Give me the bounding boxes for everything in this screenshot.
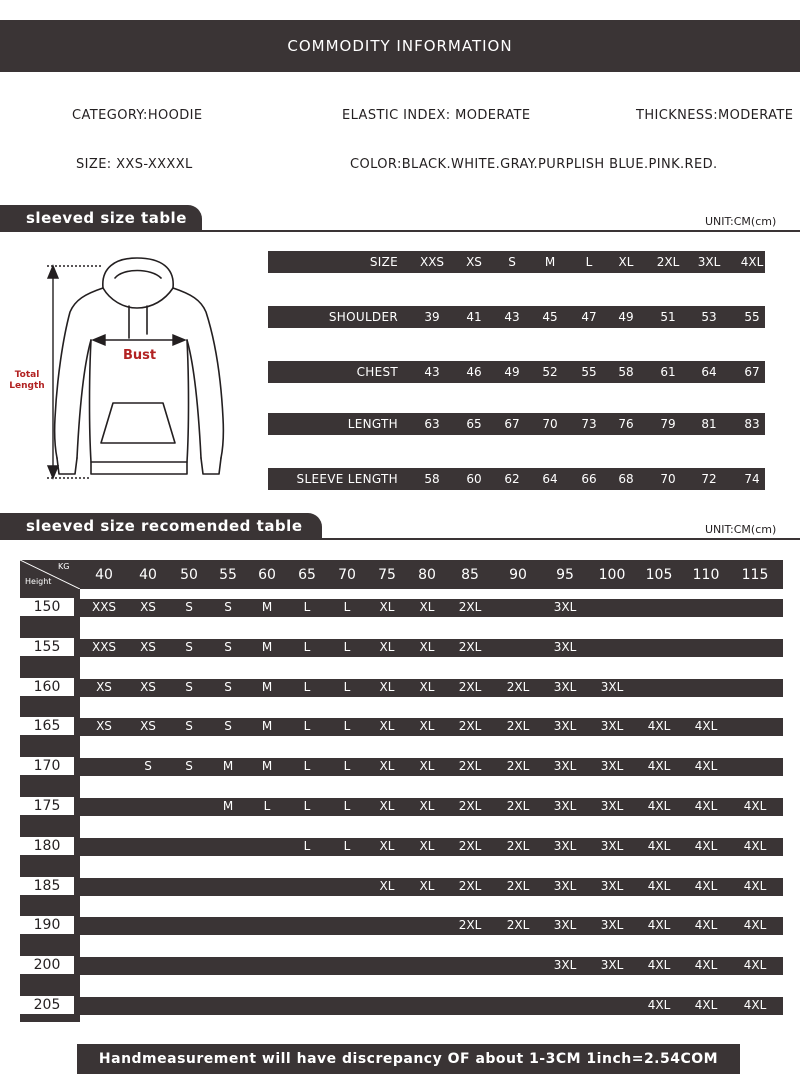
recommended-size-cell: 4XL — [647, 719, 671, 734]
recommended-size-cell: 3XL — [553, 600, 577, 614]
recommended-size-cell: M — [261, 679, 273, 694]
size-row-cell: 72 — [701, 472, 717, 486]
recommended-size-cell: XL — [419, 759, 435, 774]
size-table-row — [268, 306, 765, 328]
height-label-cell: 170 — [20, 757, 74, 775]
section-divider — [0, 230, 800, 232]
height-label-cell: 165 — [20, 717, 74, 735]
height-label-cell: 185 — [20, 877, 74, 895]
recommended-size-cell: 3XL — [553, 679, 577, 694]
recommended-size-cell: XL — [419, 600, 435, 614]
size-row-cell: L — [585, 255, 593, 269]
recommended-size-cell: 3XL — [600, 759, 624, 774]
recommended-size-cell: S — [185, 679, 193, 694]
size-row-cell: 58 — [618, 365, 634, 379]
size-row-cell: 3XL — [697, 255, 721, 269]
height-column-bg — [20, 560, 80, 1022]
recommended-size-cell: 3XL — [553, 799, 577, 813]
size-row-cell: 67 — [504, 417, 520, 431]
recommended-size-cell: S — [224, 679, 232, 694]
weight-header-cell: 115 — [741, 567, 769, 583]
recommended-size-cell: 2XL — [458, 878, 482, 893]
recommended-size-cell: 2XL — [458, 679, 482, 694]
recommended-size-cell: 4XL — [743, 958, 767, 973]
page-title: COMMODITY INFORMATION — [287, 37, 513, 55]
size-row-label: SLEEVE LENGTH — [296, 472, 398, 486]
recommended-size-cell: 2XL — [506, 878, 530, 893]
recommended-size-cell: 4XL — [694, 719, 718, 734]
weight-header-cell: 80 — [418, 567, 436, 583]
info-size: SIZE: XXS-XXXXL — [76, 157, 193, 172]
recommended-size-cell: XS — [96, 679, 112, 694]
size-row-cell: 52 — [542, 365, 558, 379]
recommended-size-cell: XS — [140, 719, 156, 734]
recommended-size-cell: 2XL — [458, 799, 482, 813]
recommended-size-cell: 4XL — [647, 998, 671, 1012]
recommended-size-cell: L — [343, 759, 351, 774]
recommended-size-cell: S — [185, 759, 193, 774]
recommended-size-cell: 3XL — [553, 759, 577, 774]
weight-header-cell: 50 — [180, 567, 198, 583]
recommended-size-cell: XS — [140, 639, 156, 654]
recommended-size-cell: 2XL — [506, 719, 530, 734]
size-row-cell: 63 — [424, 417, 440, 431]
recommended-size-cell: 4XL — [647, 918, 671, 933]
recommended-size-cell: 3XL — [600, 719, 624, 734]
recommended-size-cell: 3XL — [600, 958, 624, 973]
recommended-size-cell: 3XL — [553, 918, 577, 933]
weight-header-cell: 110 — [692, 567, 720, 583]
recommended-size-cell: 3XL — [600, 799, 624, 813]
size-row-cell: 62 — [504, 472, 520, 486]
recommended-row-bar — [80, 957, 783, 975]
recommended-size-cell: XL — [379, 799, 395, 813]
recommended-size-cell: XL — [379, 679, 395, 694]
weight-header-cell: 40 — [139, 567, 157, 583]
weight-header-cell: 105 — [645, 567, 673, 583]
size-row-cell: M — [544, 255, 556, 269]
recommended-size-cell: 4XL — [694, 759, 718, 774]
recommended-size-cell: M — [261, 600, 273, 614]
recommended-size-cell: S — [185, 719, 193, 734]
recommended-size-cell: 2XL — [458, 600, 482, 614]
size-row-cell: 53 — [701, 310, 717, 324]
size-row-cell: 79 — [660, 417, 676, 431]
size-row-cell: 76 — [618, 417, 634, 431]
recommended-size-cell: 2XL — [506, 679, 530, 694]
size-row-cell: 41 — [466, 310, 482, 324]
info-color: COLOR:BLACK.WHITE.GRAY.PURPLISH BLUE.PINK.RED. — [350, 157, 718, 172]
size-row-cell: 83 — [744, 417, 760, 431]
size-row-cell: 65 — [466, 417, 482, 431]
weight-header-cell: 55 — [219, 567, 237, 583]
size-row-cell: S — [508, 255, 516, 269]
recommended-size-cell: 4XL — [743, 918, 767, 933]
recommended-size-cell: XL — [419, 878, 435, 893]
info-thickness: THICKNESS:MODERATE — [636, 108, 794, 123]
recommended-size-cell: 4XL — [743, 799, 767, 813]
recommended-size-cell: 4XL — [743, 878, 767, 893]
size-row-cell: 51 — [660, 310, 676, 324]
recommended-size-cell: XL — [419, 838, 435, 853]
size-table-row — [268, 251, 765, 273]
weight-header-cell: 95 — [556, 567, 574, 583]
recommended-size-cell: S — [224, 719, 232, 734]
recommended-size-cell: 3XL — [553, 639, 577, 654]
recommended-size-cell: XL — [379, 759, 395, 774]
recommended-size-cell: 3XL — [553, 838, 577, 853]
size-row-cell: 55 — [744, 310, 760, 324]
recommended-size-cell: S — [185, 639, 193, 654]
height-label-cell: 160 — [20, 678, 74, 696]
weight-header-cell: 65 — [298, 567, 316, 583]
recommended-size-cell: 3XL — [553, 878, 577, 893]
size-table-unit: UNIT:CM(cm) — [705, 215, 777, 228]
size-row-cell: 60 — [466, 472, 482, 486]
size-row-cell: 67 — [744, 365, 760, 379]
kg-label: KG — [58, 562, 70, 571]
recommended-size-cell: M — [261, 719, 273, 734]
recommended-size-cell: L — [303, 799, 311, 813]
size-row-cell: XS — [466, 255, 482, 269]
recommended-size-cell: 4XL — [743, 838, 767, 853]
size-row-cell: 45 — [542, 310, 558, 324]
size-row-cell: 64 — [701, 365, 717, 379]
recommended-size-cell: 4XL — [647, 838, 671, 853]
recommended-size-cell: S — [144, 759, 152, 774]
recommended-size-cell: L — [343, 639, 351, 654]
size-table-row — [268, 468, 765, 490]
size-row-cell: 70 — [660, 472, 676, 486]
size-row-cell: 4XL — [740, 255, 764, 269]
size-table-row — [268, 413, 765, 435]
height-label-cell: 175 — [20, 797, 74, 815]
recommended-size-cell: XL — [379, 639, 395, 654]
recommended-size-cell: XL — [419, 719, 435, 734]
recommended-row-bar — [80, 917, 783, 935]
size-row-cell: XXS — [419, 255, 445, 269]
recommended-row-bar — [80, 997, 783, 1015]
size-table-row — [268, 361, 765, 383]
info-elastic-index: ELASTIC INDEX: MODERATE — [342, 108, 531, 123]
recommended-size-cell: XL — [379, 838, 395, 853]
recommended-size-cell: L — [343, 679, 351, 694]
size-row-cell: 61 — [660, 365, 676, 379]
hoodie-diagram — [5, 248, 250, 488]
recommended-size-cell: L — [343, 838, 351, 853]
info-category: CATEGORY:HOODIE — [72, 108, 203, 123]
recommended-size-cell: L — [303, 838, 311, 853]
size-row-cell: 58 — [424, 472, 440, 486]
recommended-size-cell: 2XL — [458, 918, 482, 933]
recommended-size-cell: 3XL — [600, 838, 624, 853]
recommended-size-cell: M — [222, 759, 234, 774]
size-row-label: SIZE — [369, 255, 398, 269]
recommended-size-cell: L — [343, 600, 351, 614]
recommended-size-cell: L — [343, 719, 351, 734]
size-row-cell: 2XL — [656, 255, 680, 269]
size-row-cell: 81 — [701, 417, 717, 431]
recommended-table-section-title: sleeved size recomended table — [26, 517, 303, 535]
size-row-cell: 73 — [581, 417, 597, 431]
recommended-size-cell: 4XL — [647, 878, 671, 893]
weight-header-cell: 70 — [338, 567, 356, 583]
recommended-size-cell: 4XL — [647, 799, 671, 813]
recommended-size-cell: L — [303, 759, 311, 774]
weight-header-cell: 40 — [95, 567, 113, 583]
recommended-size-cell: 2XL — [458, 759, 482, 774]
size-row-cell: 43 — [504, 310, 520, 324]
size-row-cell: 49 — [504, 365, 520, 379]
recommended-size-cell: S — [224, 639, 232, 654]
section-divider — [0, 538, 800, 540]
recommended-size-cell: 3XL — [553, 958, 577, 973]
recommended-size-cell: L — [303, 719, 311, 734]
recommended-size-cell: 4XL — [647, 958, 671, 973]
weight-header-cell: 60 — [258, 567, 276, 583]
size-row-cell: 66 — [581, 472, 597, 486]
recommended-size-cell: L — [263, 799, 271, 813]
size-row-cell: 47 — [581, 310, 597, 324]
recommended-table-unit: UNIT:CM(cm) — [705, 523, 777, 536]
recommended-size-cell: L — [343, 799, 351, 813]
size-table-section-title: sleeved size table — [26, 209, 187, 227]
recommended-size-cell: 3XL — [600, 679, 624, 694]
recommended-size-cell: XXS — [91, 600, 117, 614]
recommended-size-cell: 2XL — [506, 838, 530, 853]
height-label-cell: 200 — [20, 956, 74, 974]
recommended-size-cell: L — [303, 600, 311, 614]
height-label-cell: 180 — [20, 837, 74, 855]
height-label-cell: 190 — [20, 916, 74, 934]
recommended-size-cell: XL — [379, 600, 395, 614]
recommended-size-cell: 2XL — [458, 719, 482, 734]
recommended-size-cell: 3XL — [553, 719, 577, 734]
size-row-cell: 55 — [581, 365, 597, 379]
weight-header-cell: 75 — [378, 567, 396, 583]
recommended-size-cell: M — [222, 799, 234, 813]
size-row-cell: 68 — [618, 472, 634, 486]
recommended-size-cell: M — [261, 759, 273, 774]
size-row-label: CHEST — [356, 365, 398, 379]
recommended-size-cell: S — [185, 600, 193, 614]
bust-label: Bust — [123, 348, 157, 363]
size-row-cell: 46 — [466, 365, 482, 379]
height-label: Height — [25, 577, 52, 586]
height-label-cell: 150 — [20, 598, 74, 616]
recommended-size-cell: XL — [379, 878, 395, 893]
recommended-size-cell: XL — [419, 799, 435, 813]
recommended-size-cell: 2XL — [506, 918, 530, 933]
recommended-size-cell: 2XL — [458, 838, 482, 853]
recommended-size-cell: XL — [419, 679, 435, 694]
recommended-size-cell: 2XL — [458, 639, 482, 654]
recommended-size-cell: 4XL — [694, 918, 718, 933]
recommended-size-cell: 2XL — [506, 799, 530, 813]
size-row-cell: 70 — [542, 417, 558, 431]
recommended-size-cell: 4XL — [694, 799, 718, 813]
recommended-size-cell: 4XL — [743, 998, 767, 1012]
recommended-size-cell: 3XL — [600, 918, 624, 933]
recommended-size-cell: 4XL — [694, 838, 718, 853]
recommended-size-cell: 4XL — [694, 998, 718, 1012]
recommended-size-cell: XS — [140, 679, 156, 694]
weight-header-cell: 100 — [598, 567, 626, 583]
recommended-size-cell: 4XL — [694, 958, 718, 973]
hoodie-outline-icon — [5, 248, 250, 488]
size-row-cell: 74 — [744, 472, 760, 486]
recommended-size-cell: 2XL — [506, 759, 530, 774]
recommended-size-cell: S — [224, 600, 232, 614]
recommended-size-cell: XS — [140, 600, 156, 614]
size-row-label: LENGTH — [347, 417, 398, 431]
recommended-size-cell: 4XL — [647, 759, 671, 774]
recommended-size-cell: XL — [419, 639, 435, 654]
recommended-size-cell: 4XL — [694, 878, 718, 893]
recommended-size-cell: XXS — [91, 639, 117, 654]
weight-header-cell: 90 — [509, 567, 527, 583]
height-label-cell: 155 — [20, 638, 74, 656]
size-row-label: SHOULDER — [328, 310, 398, 324]
size-row-cell: 49 — [618, 310, 634, 324]
size-row-cell: 39 — [424, 310, 440, 324]
total-length-label: Total Length — [9, 370, 45, 391]
weight-header-cell: 85 — [461, 567, 479, 583]
size-row-cell: 64 — [542, 472, 558, 486]
footer-note: Handmeasurement will have discrepancy OF about 1-3CM 1inch=2.54COM — [98, 1051, 719, 1067]
recommended-size-cell: XL — [379, 719, 395, 734]
recommended-size-cell: L — [303, 639, 311, 654]
recommended-size-cell: 3XL — [600, 878, 624, 893]
recommended-size-cell: M — [261, 639, 273, 654]
recommended-size-cell: L — [303, 679, 311, 694]
recommended-size-cell: XS — [96, 719, 112, 734]
size-row-cell: XL — [618, 255, 634, 269]
size-row-cell: 43 — [424, 365, 440, 379]
height-label-cell: 205 — [20, 996, 74, 1014]
